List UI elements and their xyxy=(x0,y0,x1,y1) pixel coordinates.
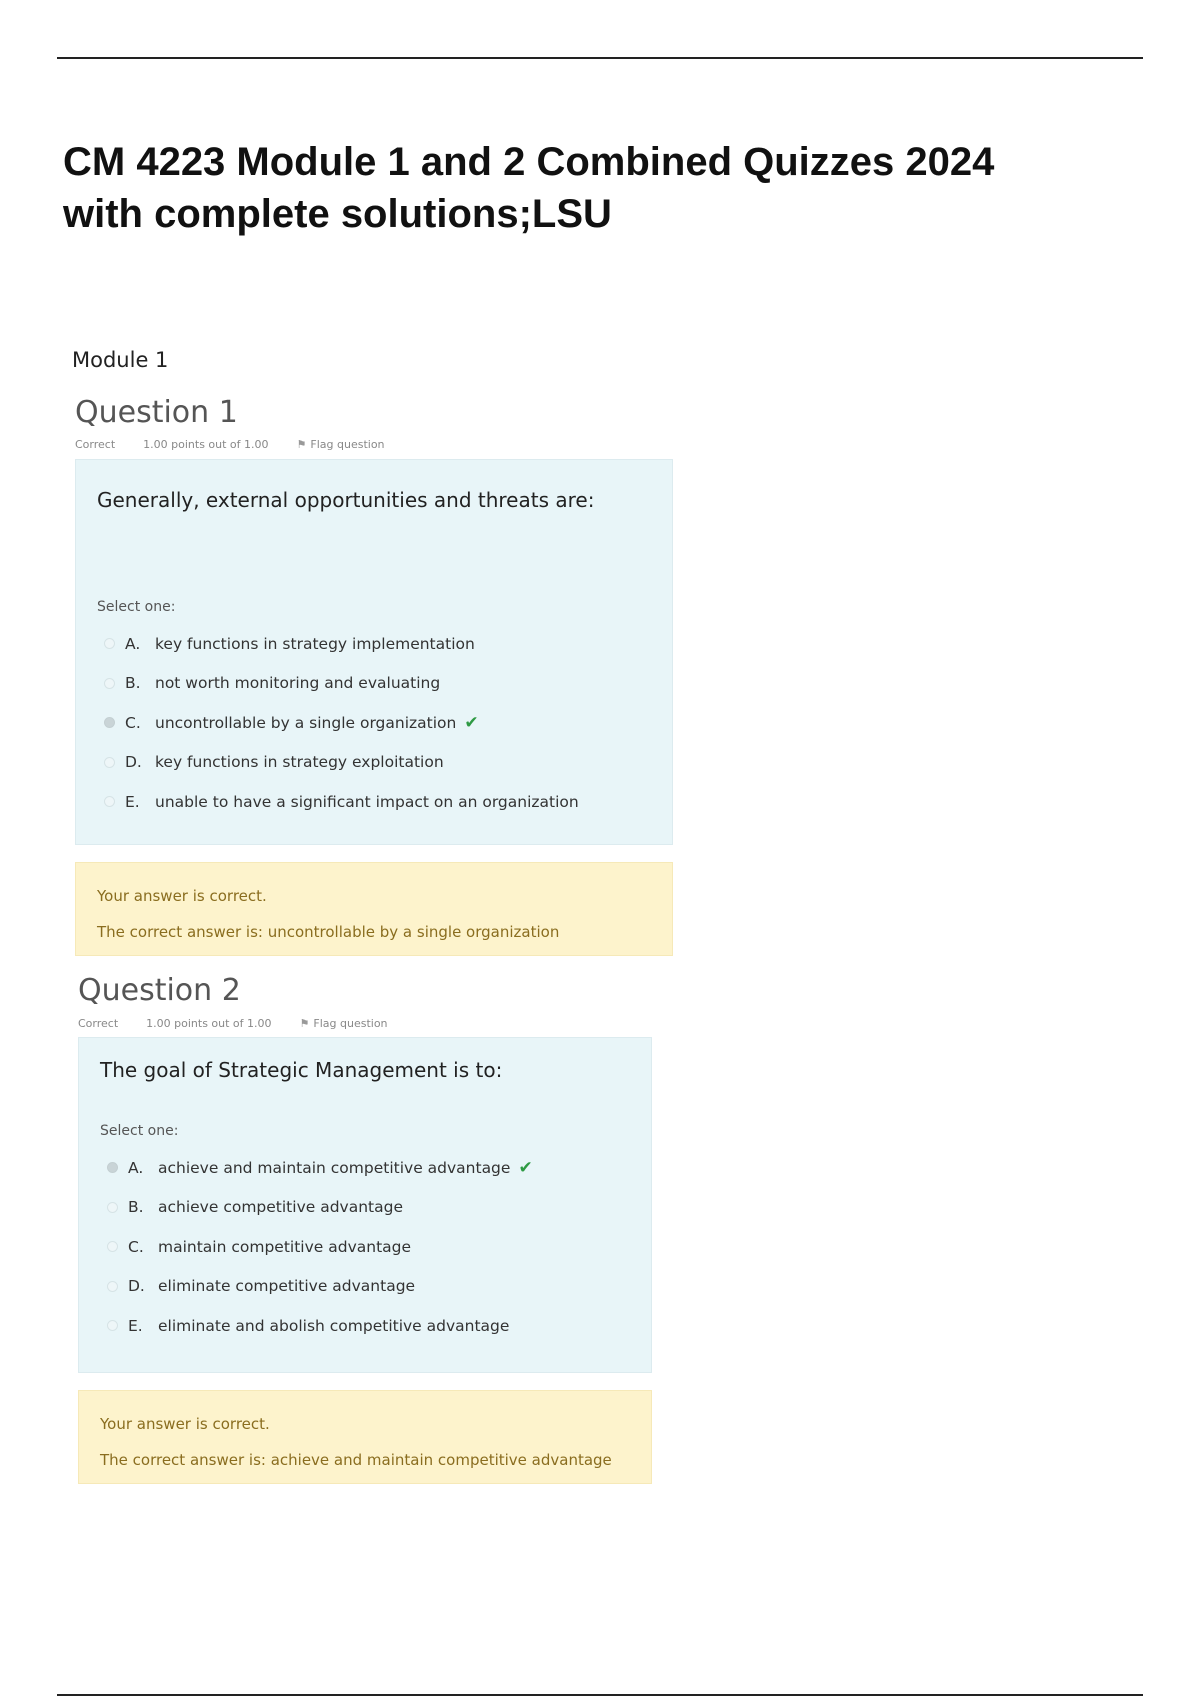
question-2-status: Correct xyxy=(78,1017,119,1030)
option-text: key functions in strategy implementation xyxy=(155,634,475,653)
question-2-feedback-result: Your answer is correct. xyxy=(100,1415,270,1433)
question-2-select-label: Select one: xyxy=(100,1123,179,1139)
option-letter: C. xyxy=(125,713,141,732)
option-letter: E. xyxy=(128,1316,143,1335)
question-1-feedback xyxy=(75,862,673,956)
option-text: uncontrollable by a single organization xyxy=(155,713,457,732)
option-letter: A. xyxy=(125,634,141,653)
checkmark-icon: ✔ xyxy=(518,1157,533,1178)
question-1-points: 1.00 points out of 1.00 xyxy=(143,438,269,451)
radio-button-icon[interactable] xyxy=(107,1281,118,1292)
radio-button-icon[interactable] xyxy=(104,638,115,649)
question-2-option-b[interactable] xyxy=(100,1188,533,1228)
document-title-line2: with complete solutions;LSU xyxy=(63,192,612,236)
question-1-options xyxy=(97,624,579,822)
radio-button-icon[interactable] xyxy=(104,678,115,689)
option-text: achieve competitive advantage xyxy=(158,1198,403,1217)
question-2-feedback xyxy=(78,1390,652,1484)
question-1-status: Correct xyxy=(75,438,116,451)
module-label: Module 1 xyxy=(72,348,169,372)
question-1-flag-button[interactable] xyxy=(297,438,413,451)
radio-button-icon[interactable] xyxy=(107,1320,118,1331)
question-1-box xyxy=(75,459,673,845)
radio-button-icon[interactable] xyxy=(107,1202,118,1213)
question-1-select-label: Select one: xyxy=(97,599,176,615)
footer-rule xyxy=(57,1694,1143,1696)
question-1-option-d[interactable] xyxy=(97,743,579,783)
question-2-flag-label: Flag question xyxy=(313,1017,388,1030)
option-text: key functions in strategy exploitation xyxy=(155,753,444,772)
option-text: achieve and maintain competitive advantage xyxy=(158,1158,511,1177)
question-2-option-e[interactable] xyxy=(100,1306,533,1346)
question-2-points: 1.00 points out of 1.00 xyxy=(146,1017,272,1030)
checkmark-icon: ✔ xyxy=(464,712,479,733)
question-2-feedback-answer: The correct answer is: achieve and maintain competitive advantage xyxy=(100,1451,612,1469)
option-letter: B. xyxy=(125,674,141,693)
option-text: unable to have a significant impact on an organization xyxy=(155,792,579,811)
option-text: eliminate competitive advantage xyxy=(158,1277,416,1296)
question-2-flag-button[interactable] xyxy=(300,1017,416,1030)
question-1-flag-label: Flag question xyxy=(310,438,385,451)
question-2-box xyxy=(78,1037,652,1373)
question-2-options xyxy=(100,1148,533,1346)
radio-button-icon[interactable] xyxy=(104,717,115,728)
document-title-line1: CM 4223 Module 1 and 2 Combined Quizzes 2024 xyxy=(63,140,995,184)
option-letter: C. xyxy=(128,1237,144,1256)
option-text: maintain competitive advantage xyxy=(158,1237,412,1256)
radio-button-icon[interactable] xyxy=(104,796,115,807)
question-1-title: Question 1 xyxy=(75,395,238,430)
option-letter: A. xyxy=(128,1158,144,1177)
question-1-feedback-result: Your answer is correct. xyxy=(97,887,267,905)
question-1-option-e[interactable] xyxy=(97,782,579,822)
question-2-meta xyxy=(78,1017,416,1030)
option-text: eliminate and abolish competitive advantage xyxy=(158,1316,510,1335)
question-1-option-b[interactable] xyxy=(97,664,579,704)
question-2-text: The goal of Strategic Management is to: xyxy=(100,1058,503,1082)
question-1-option-a[interactable] xyxy=(97,624,579,664)
option-letter: D. xyxy=(128,1277,145,1296)
option-text: not worth monitoring and evaluating xyxy=(155,674,441,693)
question-1-meta xyxy=(75,438,413,451)
question-2-option-c[interactable] xyxy=(100,1227,533,1267)
option-letter: B. xyxy=(128,1198,144,1217)
option-letter: D. xyxy=(125,753,142,772)
flag-icon: ⚑ xyxy=(296,438,307,451)
header-rule xyxy=(57,57,1143,59)
question-2-option-d[interactable] xyxy=(100,1267,533,1307)
question-2-option-a[interactable] xyxy=(100,1148,533,1188)
radio-button-icon[interactable] xyxy=(107,1241,118,1252)
question-2-title: Question 2 xyxy=(78,973,241,1008)
question-1-option-c[interactable] xyxy=(97,703,579,743)
flag-icon: ⚑ xyxy=(299,1017,310,1030)
option-letter: E. xyxy=(125,792,140,811)
radio-button-icon[interactable] xyxy=(104,757,115,768)
question-1-text: Generally, external opportunities and threats are: xyxy=(97,488,595,512)
radio-button-icon[interactable] xyxy=(107,1162,118,1173)
question-1-feedback-answer: The correct answer is: uncontrollable by a single organization xyxy=(97,923,560,941)
document-title xyxy=(63,136,1143,240)
